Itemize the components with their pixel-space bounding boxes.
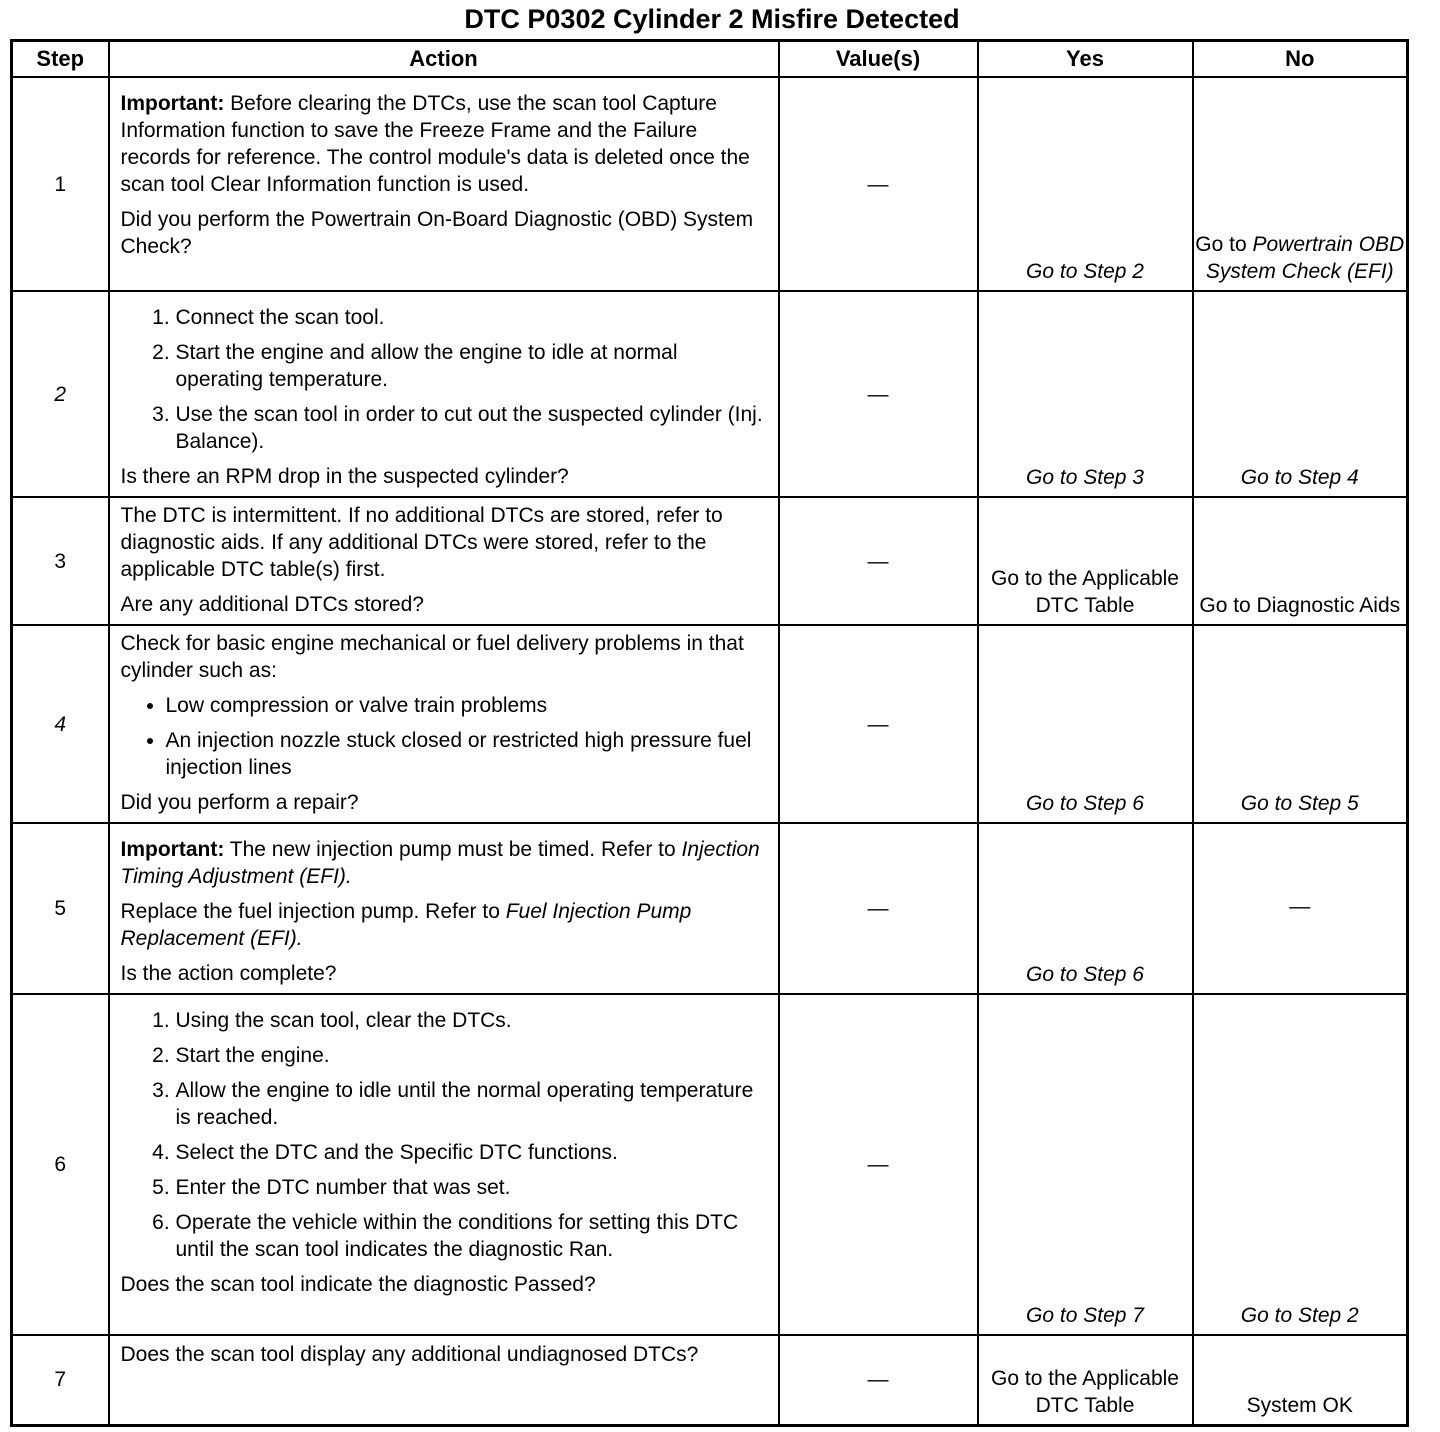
- action-cell: [109, 625, 779, 823]
- table-row-step-5: [12, 823, 1408, 994]
- list-item: 3. Allow the engine to idle until the normal operating temperature is reached.: [176, 1077, 770, 1131]
- value-cell: —: [779, 291, 978, 497]
- no-prefix: Go to: [1195, 233, 1253, 256]
- list-item: 4. Select the DTC and the Specific DTC functions.: [176, 1139, 770, 1166]
- step-number: 4: [12, 625, 109, 823]
- value-cell: —: [779, 77, 978, 291]
- replace-instruction: [121, 898, 770, 952]
- replace-reference: Fuel Injection Pump Replacement (EFI).: [120, 900, 692, 950]
- yes-cell: Go to the Applicable DTC Table: [978, 1335, 1193, 1425]
- important-note: [121, 836, 770, 890]
- value-cell: —: [779, 497, 978, 625]
- yes-cell: Go to Step 2: [978, 77, 1193, 291]
- action-question: Is the action complete?: [120, 962, 337, 985]
- step-number: 6: [12, 994, 109, 1335]
- list-item: 2. Start the engine.: [176, 1042, 770, 1069]
- action-cell: [109, 497, 779, 625]
- important-label: Important:: [120, 838, 225, 861]
- important-note: [121, 90, 770, 198]
- list-item: • An injection nozzle stuck closed or restricted high pressure fuel injection lines: [166, 727, 770, 781]
- step-number: 3: [12, 497, 109, 625]
- procedure-list: [121, 304, 770, 455]
- header-action: Action: [109, 41, 779, 78]
- header-no: No: [1193, 41, 1408, 78]
- list-item: 1. Connect the scan tool.: [176, 304, 770, 331]
- bullet-list: [121, 692, 770, 781]
- action-question: Did you perform a repair?: [120, 791, 359, 814]
- no-cell: Go to Step 5: [1193, 625, 1408, 823]
- action-question: Does the scan tool indicate the diagnostic Passed?: [120, 1273, 596, 1296]
- important-text: Before clearing the DTCs, use the scan tool Capture Information function to save the Freeze Frame and the Failure records for reference. The control module's data is deleted once the scan tool Clear Information function is used.: [120, 92, 750, 196]
- no-cell: System OK: [1193, 1335, 1408, 1425]
- list-item: 2. Start the engine and allow the engine to idle at normal operating temperature.: [176, 339, 770, 393]
- no-cell: —: [1193, 823, 1408, 994]
- no-cell: Go to Step 4: [1193, 291, 1408, 497]
- action-cell: [109, 77, 779, 291]
- table-row-step-2: [12, 291, 1408, 497]
- procedure-list: [121, 1007, 770, 1263]
- value-cell: —: [779, 625, 978, 823]
- header-row: [12, 41, 1408, 78]
- yes-cell: Go to Step 6: [978, 625, 1193, 823]
- action-cell: [109, 291, 779, 497]
- yes-cell: Go to Step 6: [978, 823, 1193, 994]
- list-item: 1. Using the scan tool, clear the DTCs.: [176, 1007, 770, 1034]
- value-cell: —: [779, 1335, 978, 1425]
- no-cell: Go to Step 2: [1193, 994, 1408, 1335]
- list-item: 6. Operate the vehicle within the conditions for setting this DTC until the scan tool indicates the diagnostic Ran.: [176, 1209, 770, 1263]
- step-number: 2: [12, 291, 109, 497]
- action-text: Check for basic engine mechanical or fuel delivery problems in that cylinder such as:: [120, 632, 744, 682]
- list-item: 5. Enter the DTC number that was set.: [176, 1174, 770, 1201]
- no-cell: Go to Diagnostic Aids: [1193, 497, 1408, 625]
- step-number: 5: [12, 823, 109, 994]
- no-reference: Powertrain OBD System Check (EFI): [1205, 233, 1405, 283]
- action-text: The DTC is intermittent. If no additional DTCs are stored, refer to diagnostic aids. If any additional DTCs were stored, refer to the applicable DTC table(s) first.: [120, 504, 723, 581]
- page-title: DTC P0302 Cylinder 2 Misfire Detected: [464, 4, 960, 34]
- important-text: The new injection pump must be timed. Refer to: [224, 838, 682, 861]
- action-question: Does the scan tool display any additional undiagnosed DTCs?: [120, 1343, 699, 1366]
- replace-text: Replace the fuel injection pump. Refer to: [120, 900, 506, 923]
- important-reference: Injection Timing Adjustment (EFI).: [120, 838, 760, 888]
- action-cell: [109, 994, 779, 1335]
- step-number: 1: [12, 77, 109, 291]
- important-label: Important:: [120, 92, 225, 115]
- no-cell: [1193, 77, 1408, 291]
- table-row-step-1: [12, 77, 1408, 291]
- action-question: Is there an RPM drop in the suspected cylinder?: [120, 465, 569, 488]
- diagnostic-table: [10, 39, 1409, 1427]
- table-row-step-6: [12, 994, 1408, 1335]
- yes-cell: Go to Step 7: [978, 994, 1193, 1335]
- list-item: • Low compression or valve train problems: [166, 692, 770, 719]
- action-question: Did you perform the Powertrain On-Board Diagnostic (OBD) System Check?: [120, 208, 754, 258]
- header-yes: Yes: [978, 41, 1193, 78]
- action-cell: [109, 823, 779, 994]
- yes-cell: Go to the Applicable DTC Table: [978, 497, 1193, 625]
- table-row-step-4: [12, 625, 1408, 823]
- action-question: Are any additional DTCs stored?: [120, 593, 424, 616]
- yes-cell: Go to Step 3: [978, 291, 1193, 497]
- step-number: 7: [12, 1335, 109, 1425]
- action-cell: [109, 1335, 779, 1425]
- header-step: Step: [12, 41, 109, 78]
- value-cell: —: [779, 823, 978, 994]
- value-cell: —: [779, 994, 978, 1335]
- list-item: 3. Use the scan tool in order to cut out the suspected cylinder (Inj. Balance).: [176, 401, 770, 455]
- table-row-step-7: [12, 1335, 1408, 1425]
- header-values: Value(s): [779, 41, 978, 78]
- table-row-step-3: [12, 497, 1408, 625]
